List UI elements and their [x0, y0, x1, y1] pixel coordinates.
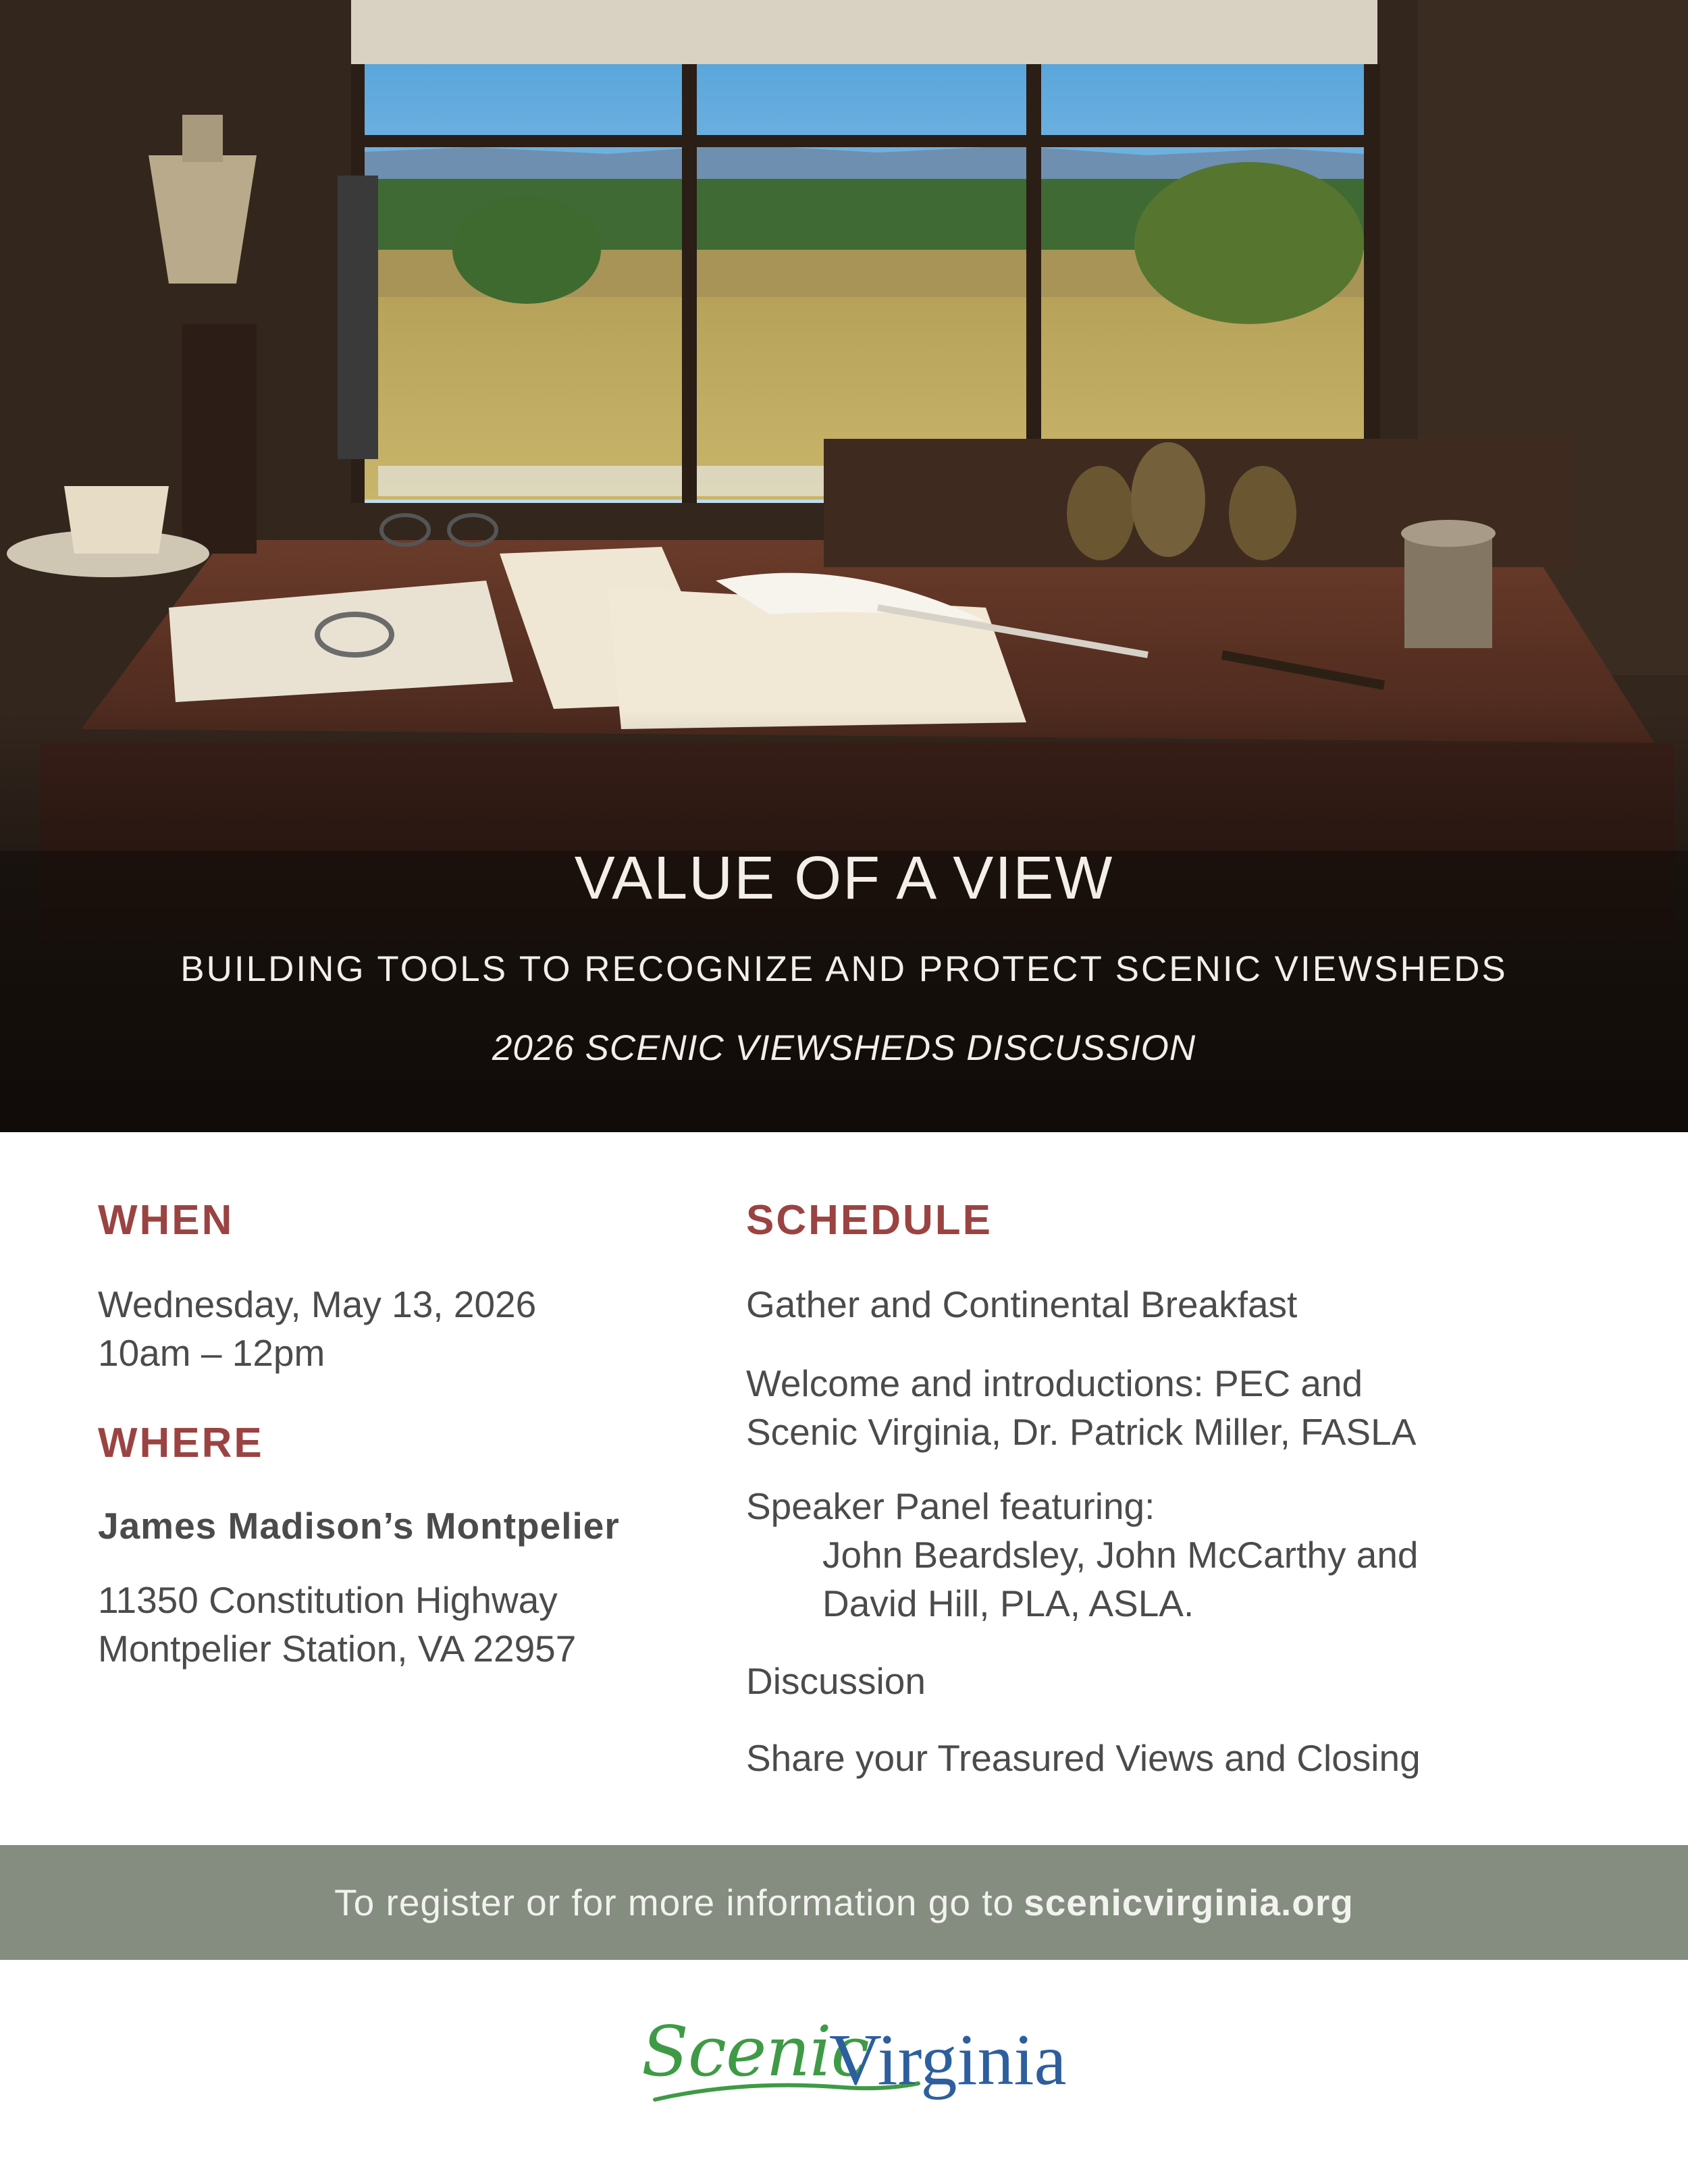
register-bar	[0, 1845, 1688, 1960]
address-line-2: Montpelier Station, VA 22957	[98, 1628, 577, 1670]
register-link[interactable]: scenicvirginia.org	[1024, 1882, 1354, 1923]
register-text: To register or for more information go to	[334, 1882, 1015, 1923]
event-subtitle: BUILDING TOOLS TO RECOGNIZE AND PROTECT SCENIC VIEWSHEDS	[180, 949, 1508, 989]
event-series: 2026 SCENIC VIEWSHEDS DISCUSSION	[492, 1028, 1196, 1068]
schedule-item-welcome-line1: Welcome and introductions: PEC and	[746, 1362, 1363, 1404]
schedule-item-panel-line2: John Beardsley, John McCarthy and	[822, 1534, 1419, 1576]
logo-word-scenic: Scenic	[641, 2012, 869, 2092]
logo-word-virginia: Virginia	[829, 2020, 1067, 2100]
schedule-item-breakfast: Gather and Continental Breakfast	[746, 1283, 1298, 1325]
scenic-virginia-logo	[641, 1998, 1067, 2120]
event-time: 10am – 12pm	[98, 1332, 325, 1374]
venue-name: James Madison’s Montpelier	[98, 1505, 620, 1547]
schedule-item-panel-line3: David Hill, PLA, ASLA.	[822, 1582, 1194, 1624]
where-heading: WHERE	[98, 1420, 264, 1466]
schedule-item-welcome-line2: Scenic Virginia, Dr. Patrick Miller, FASLA	[746, 1411, 1417, 1453]
event-title: VALUE OF A VIEW	[574, 845, 1114, 912]
schedule-item-discussion: Discussion	[746, 1660, 926, 1702]
address-line-1: 11350 Constitution Highway	[98, 1579, 558, 1621]
when-heading: WHEN	[98, 1197, 234, 1244]
schedule-item-panel-line1: Speaker Panel featuring:	[746, 1485, 1155, 1527]
schedule-heading: SCHEDULE	[746, 1197, 993, 1244]
event-date: Wednesday, May 13, 2026	[98, 1283, 537, 1325]
schedule-item-closing: Share your Treasured Views and Closing	[746, 1737, 1421, 1779]
